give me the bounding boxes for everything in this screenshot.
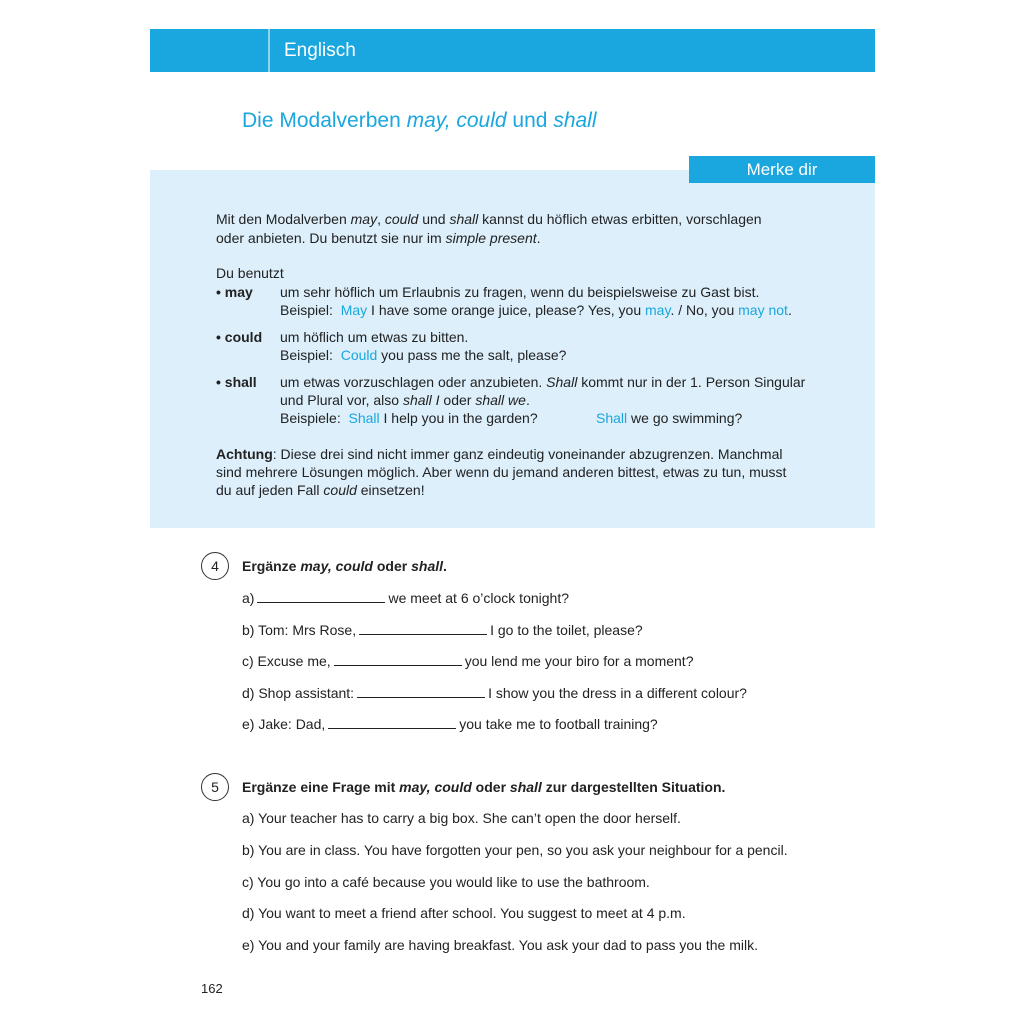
exercise-4-item-d: d) Shop assistant: I show you the dress in a different colour? [242,685,747,701]
bullet-shall: • shall [216,374,257,390]
exercise-4-instruction: Ergänze may, could oder shall. [242,558,447,574]
bullet-could: • could [216,329,263,345]
page-number: 162 [201,981,223,996]
exercise-5-item-b: b) You are in class. You have forgotten your pen, so you ask your neighbour for a pencil. [242,842,788,858]
bullet-may: • may [216,284,253,300]
merke-tab: Merke dir [689,156,875,183]
may-desc: um sehr höflich um Erlaubnis zu fragen, wenn du beispielsweise zu Gast bist. [280,284,760,300]
exercise-5-item-a: a) Your teacher has to carry a big box. She can’t open the door herself. [242,810,681,826]
answer-blank[interactable] [359,620,487,635]
achtung-line-3: du auf jeden Fall could einsetzen! [216,482,425,498]
exercise-4-item-e: e) Jake: Dad, you take me to football training? [242,716,658,732]
shall-desc-1: um etwas vorzuschlagen oder anzubieten. Shall kommt nur in der 1. Person Singular [280,374,806,390]
exercise-4-number: 4 [201,552,229,580]
exercise-5-number: 5 [201,773,229,801]
exercise-4-item-a: a) we meet at 6 o’clock tonight? [242,590,569,606]
page-title: Die Modalverben may, could und shall [242,109,597,132]
header-bar [150,29,875,72]
header-divider [268,29,270,72]
could-desc: um höflich um etwas zu bitten. [280,329,469,345]
exercise-4-item-b: b) Tom: Mrs Rose, I go to the toilet, please? [242,622,643,638]
subject-title: Englisch [284,40,356,61]
du-benutzt: Du benutzt [216,265,284,281]
shall-example-2: Shall we go swimming? [596,410,743,426]
shall-desc-2: und Plural vor, also shall I oder shall we. [280,392,530,408]
answer-blank[interactable] [257,588,385,603]
exercise-4-item-c: c) Excuse me, you lend me your biro for a moment? [242,653,694,669]
achtung-line-1: Achtung: Diese drei sind nicht immer ganz eindeutig voneinander abzugrenzen. Manchmal [216,446,783,462]
achtung-line-2: sind mehrere Lösungen möglich. Aber wenn du jemand anderen bittest, etwas zu tun, musst [216,464,787,480]
answer-blank[interactable] [334,651,462,666]
may-example: Beispiel: May I have some orange juice, please? Yes, you may. / No, you may not. [280,302,792,318]
shall-example-1: Beispiele: Shall I help you in the garden? [280,410,538,426]
exercise-5-item-e: e) You and your family are having breakfast. You ask your dad to pass you the milk. [242,937,758,953]
exercise-5-item-c: c) You go into a café because you would like to use the bathroom. [242,874,650,890]
answer-blank[interactable] [357,683,485,698]
answer-blank[interactable] [328,714,456,729]
intro-line-2: oder anbieten. Du benutzt sie nur im simple present. [216,230,541,246]
exercise-5-item-d: d) You want to meet a friend after school. You suggest to meet at 4 p.m. [242,905,686,921]
could-example: Beispiel: Could you pass me the salt, please? [280,347,567,363]
exercise-5-instruction: Ergänze eine Frage mit may, could oder shall zur dargestellten Situation. [242,779,726,795]
intro-line-1: Mit den Modalverben may, could und shall kannst du höflich etwas erbitten, vorschlagen [216,211,762,227]
